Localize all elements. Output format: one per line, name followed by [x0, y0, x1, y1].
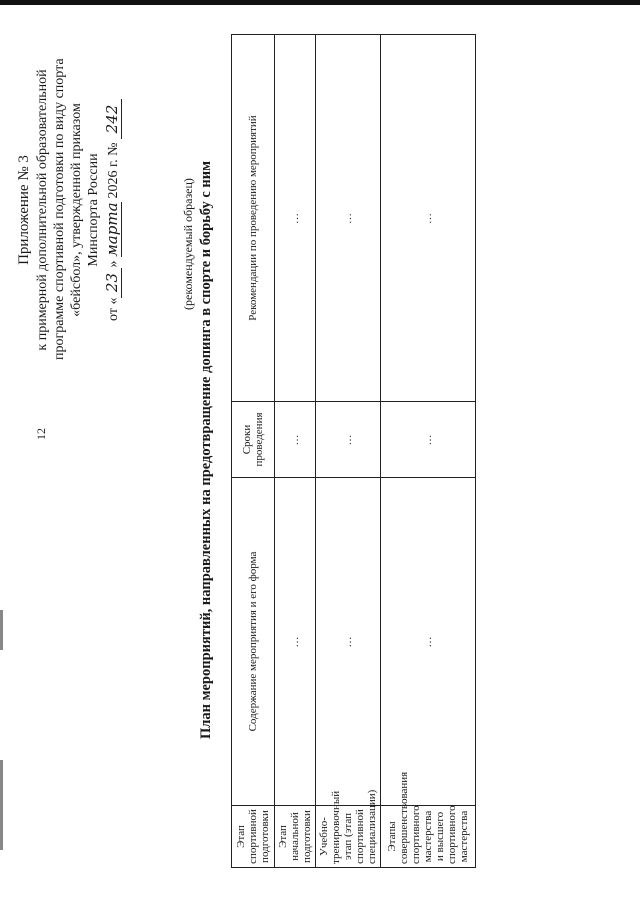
header-recommendations: Рекомендации по проведению мероприятий	[232, 35, 275, 402]
cell-dates: …	[381, 402, 476, 478]
cell-recommendations: …	[275, 35, 316, 402]
scan-top-edge	[0, 0, 640, 5]
rotated-page-content	[8, 20, 608, 880]
scan-edge-mark	[0, 610, 3, 650]
appendix-date-line	[104, 60, 122, 360]
appendix-line: «бейсбол», утвержденной приказом	[69, 103, 84, 317]
header-dates: Сроки проведения	[232, 402, 275, 478]
cell-content: …	[316, 478, 381, 806]
handwritten-order-number: 242	[104, 99, 122, 139]
cell-stage: Этапы совершенствования спортивного мастерства и высшего спортивного мастерства	[381, 806, 476, 868]
cell-content: …	[381, 478, 476, 806]
cell-dates: …	[275, 402, 316, 478]
scan-edge-mark	[0, 760, 3, 850]
appendix-line: программе спортивной подготовки по виду спорта	[52, 58, 67, 360]
appendix-lines	[16, 60, 122, 360]
date-year: 2026 г. №	[106, 142, 121, 199]
appendix-title: Приложение № 3	[16, 155, 32, 265]
cell-dates: …	[316, 402, 381, 478]
sample-note: (рекомендуемый образец)	[181, 178, 195, 310]
table-header-row	[232, 35, 275, 868]
date-mid: »	[106, 260, 121, 268]
cell-stage: Учебно-тренировочный этап (этап спортивной специализации)	[316, 806, 381, 868]
cell-recommendations: …	[381, 35, 476, 402]
date-prefix: от «	[106, 297, 121, 321]
cell-stage: Этап начальной подготовки	[275, 806, 316, 868]
page-number: 12	[34, 428, 48, 440]
appendix-line: Минспорта России	[86, 153, 101, 267]
header-content: Содержание мероприятия и его форма	[232, 478, 275, 806]
handwritten-day: 23	[104, 268, 122, 298]
table-row	[381, 35, 476, 868]
plan-table	[231, 34, 476, 868]
table-row	[275, 35, 316, 868]
handwritten-month: марта	[103, 202, 121, 257]
header-stage: Этап спортивной подготовки	[232, 806, 275, 868]
cell-recommendations: …	[316, 35, 381, 402]
appendix-line: к примерной дополнительной образовательной	[35, 69, 50, 351]
plan-title: План мероприятий, направленных на предотвращение допинга в спорте и борьбу с ним	[198, 160, 214, 740]
cell-content: …	[275, 478, 316, 806]
table-row	[316, 35, 381, 868]
